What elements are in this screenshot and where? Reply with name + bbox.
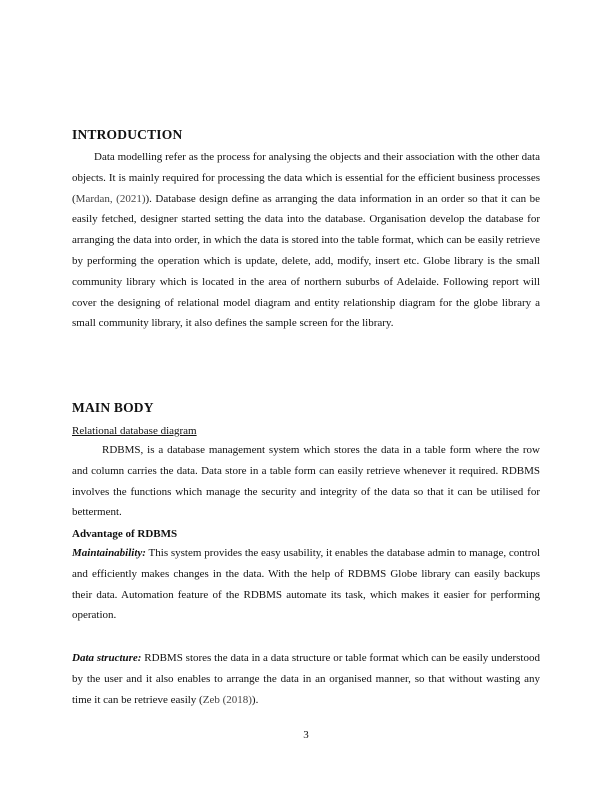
main-body-heading: MAIN BODY xyxy=(72,400,154,415)
introduction-paragraph xyxy=(72,147,540,334)
maintainability-term: Maintainability: xyxy=(72,547,146,559)
citation-mardan: Mardan, (2021) xyxy=(75,192,146,205)
intro-text-b: ). Database design define as arranging the data information in an order so that it can be easily fetched, designer started setting the data into the database. Organisation develop the database for arranging the data into order, in which the data is stored into the table format, which can be easily retrieve by performing the operation which is update, delete, add, modify, insert etc. Globe library is the small community library which is located in the area of northern suburbs of Adelaide. Following report will cover the designing of relational model diagram and entity relationship diagram for the globe library a small community library, it also defines the sample screen for the library. xyxy=(72,192,540,330)
page-number: 3 xyxy=(303,729,309,741)
intro-text-a: Data modelling refer as the process for analysing the objects and their association with the other data objects. It is mainly required for processing the data which is essential for the efficient business processes ( xyxy=(72,151,540,205)
data-structure-term: Data structure: xyxy=(72,652,142,664)
advantage-heading: Advantage of RDBMS xyxy=(72,528,178,540)
maintainability-text: This system provides the easy usability, it enables the database admin to manage, control and efficiently makes changes in the data. With the help of RDBMS Globe library can easily backups their data. Automation feature of the RDBMS automate its task, which makes it easier for performing operation. xyxy=(72,547,540,622)
maintainability-paragraph xyxy=(72,543,540,626)
data-structure-paragraph xyxy=(72,648,540,710)
citation-zeb: Zeb (2018) xyxy=(202,693,252,706)
data-structure-text-b: ). xyxy=(251,693,259,706)
rdbms-paragraph: RDBMS, is a database management system which stores the data in a table form where the row and column carries the data. Data store in a table form can easily retrieve whenever it required. RDBMS involves the functions which manage the security and integrity of the data so that it can be utilised for betterment. xyxy=(72,444,540,519)
introduction-heading: INTRODUCTION xyxy=(72,127,183,142)
relational-diagram-subheading: Relational database diagram xyxy=(72,425,197,437)
data-structure-text-a: RDBMS stores the data in a data structure or table format which can be easily understood by the user and it also enables to arrange the data in an organised manner, so that without wasting any time it can be retrieve easily ( xyxy=(72,652,540,706)
